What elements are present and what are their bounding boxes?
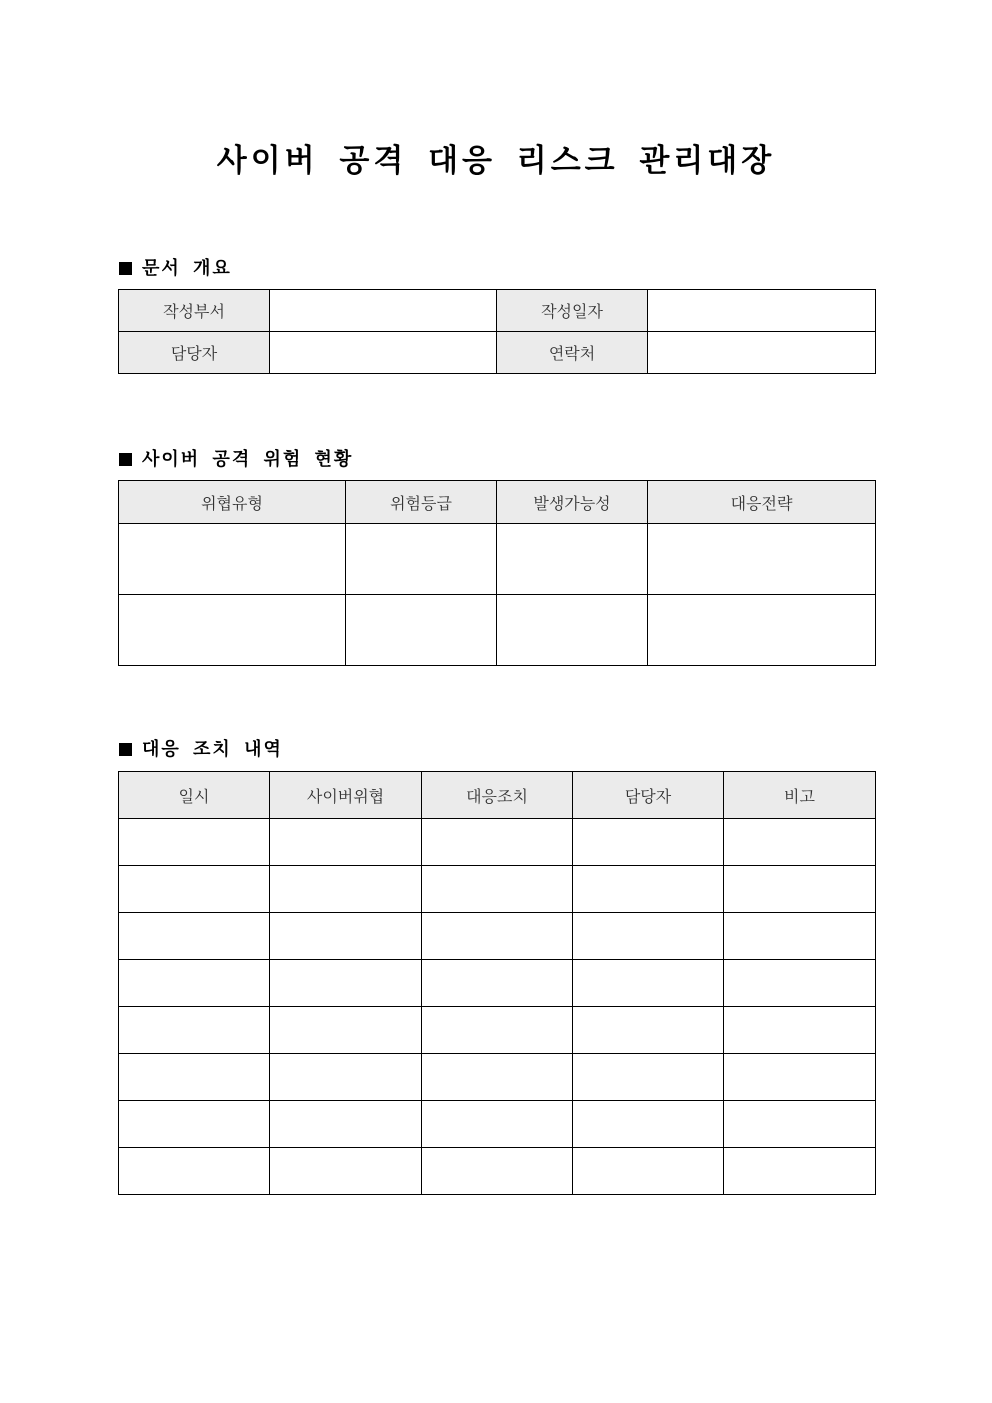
section-heading-text: 사이버 공격 위험 현황 [142, 449, 354, 470]
label-cell: 담당자 [119, 332, 270, 374]
table-header-row [119, 772, 876, 819]
table-row [119, 866, 876, 913]
table-cell[interactable] [346, 595, 497, 666]
column-header: 발생가능성 [497, 481, 648, 524]
table-row [119, 1148, 876, 1195]
table-cell[interactable] [119, 819, 270, 866]
table-row [119, 332, 876, 374]
table-cell[interactable] [724, 1101, 876, 1148]
label-cell: 작성일자 [497, 290, 648, 332]
section-heading-text: 대응 조치 내역 [142, 739, 283, 760]
value-cell[interactable] [270, 332, 497, 374]
table-cell[interactable] [119, 913, 270, 960]
section-heading-response-log [119, 735, 283, 761]
table-cell[interactable] [422, 1054, 573, 1101]
table-cell[interactable] [119, 1148, 270, 1195]
table-cell[interactable] [270, 1007, 422, 1054]
table-cell[interactable] [422, 866, 573, 913]
table-row [119, 960, 876, 1007]
table-cell[interactable] [573, 960, 724, 1007]
table-cell[interactable] [270, 819, 422, 866]
table-cell[interactable] [119, 1054, 270, 1101]
square-bullet-icon [119, 743, 132, 756]
table-cell[interactable] [573, 1007, 724, 1054]
table-header-row [119, 481, 876, 524]
table-cell[interactable] [724, 866, 876, 913]
table-cell[interactable] [119, 1007, 270, 1054]
page-title: 사이버 공격 대응 리스크 관리대장 [216, 143, 776, 179]
column-header: 일시 [119, 772, 270, 819]
table-cell[interactable] [422, 960, 573, 1007]
value-cell[interactable] [270, 290, 497, 332]
table-cell[interactable] [573, 913, 724, 960]
table-cell[interactable] [119, 524, 346, 595]
column-header: 사이버위협 [270, 772, 422, 819]
section-heading-risk-status [119, 445, 353, 471]
table-row [119, 913, 876, 960]
column-header: 비고 [724, 772, 876, 819]
table-cell[interactable] [119, 595, 346, 666]
table-cell[interactable] [270, 1148, 422, 1195]
table-cell[interactable] [573, 866, 724, 913]
square-bullet-icon [119, 262, 132, 275]
label-cell: 작성부서 [119, 290, 270, 332]
section-heading-text: 문서 개요 [142, 258, 232, 279]
table-cell[interactable] [648, 524, 876, 595]
table-row [119, 1054, 876, 1101]
table-cell[interactable] [270, 960, 422, 1007]
table-cell[interactable] [270, 913, 422, 960]
column-header: 대응전략 [648, 481, 876, 524]
table-cell[interactable] [422, 819, 573, 866]
table-cell[interactable] [270, 866, 422, 913]
value-cell[interactable] [648, 332, 876, 374]
table-cell[interactable] [724, 913, 876, 960]
table-cell[interactable] [724, 1054, 876, 1101]
table-cell[interactable] [422, 913, 573, 960]
overview-table [118, 289, 876, 374]
table-row [119, 1101, 876, 1148]
column-header: 위험등급 [346, 481, 497, 524]
table-row [119, 524, 876, 595]
table-row [119, 819, 876, 866]
table-row [119, 290, 876, 332]
table-cell[interactable] [422, 1007, 573, 1054]
table-cell[interactable] [270, 1101, 422, 1148]
column-header: 담당자 [573, 772, 724, 819]
table-cell[interactable] [724, 960, 876, 1007]
table-row [119, 595, 876, 666]
table-cell[interactable] [422, 1101, 573, 1148]
response-log-table [118, 771, 876, 1195]
table-cell[interactable] [573, 1101, 724, 1148]
table-cell[interactable] [573, 1148, 724, 1195]
table-cell[interactable] [497, 595, 648, 666]
table-cell[interactable] [573, 819, 724, 866]
section-heading-overview [119, 254, 232, 280]
table-cell[interactable] [648, 595, 876, 666]
label-cell: 연락처 [497, 332, 648, 374]
table-cell[interactable] [119, 960, 270, 1007]
column-header: 대응조치 [422, 772, 573, 819]
table-cell[interactable] [119, 1101, 270, 1148]
table-cell[interactable] [573, 1054, 724, 1101]
table-cell[interactable] [724, 1007, 876, 1054]
table-cell[interactable] [724, 1148, 876, 1195]
table-cell[interactable] [346, 524, 497, 595]
value-cell[interactable] [648, 290, 876, 332]
column-header: 위협유형 [119, 481, 346, 524]
table-cell[interactable] [119, 866, 270, 913]
table-cell[interactable] [422, 1148, 573, 1195]
table-row [119, 1007, 876, 1054]
table-cell[interactable] [724, 819, 876, 866]
risk-status-table [118, 480, 876, 666]
table-cell[interactable] [497, 524, 648, 595]
square-bullet-icon [119, 453, 132, 466]
table-cell[interactable] [270, 1054, 422, 1101]
